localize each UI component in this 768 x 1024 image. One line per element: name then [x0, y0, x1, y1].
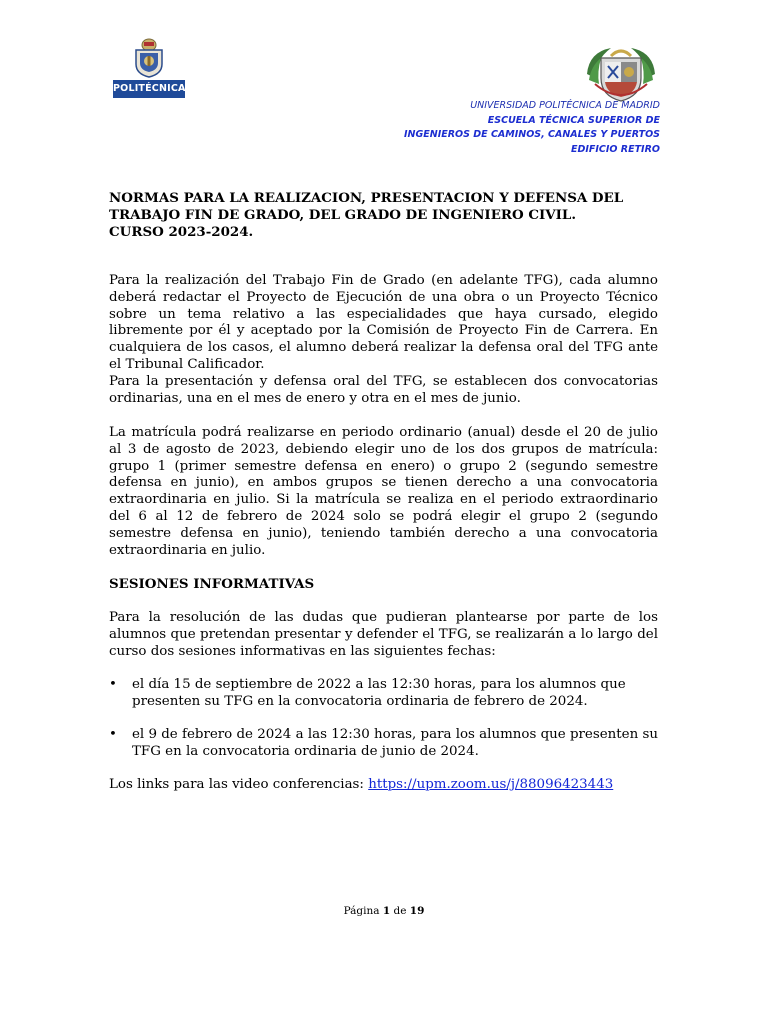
building-name: EDIFICIO RETIRO: [570, 143, 660, 155]
sessions-intro-block: [109, 610, 658, 660]
school-name-line2: INGENIEROS DE CAMINOS, CANALES Y PUERTOS: [403, 129, 660, 140]
university-name: UNIVERSIDAD POLITÉCNICA DE MADRID: [470, 100, 660, 111]
school-name-line1: ESCUELA TÉCNICA SUPERIOR DE: [487, 114, 660, 126]
page-of-label: de: [390, 905, 410, 917]
list-item: [109, 677, 658, 711]
page-footer: [0, 905, 768, 917]
paragraph-3: La matrícula podrá realizarse en periodo ordinario (anual) desde el 20 de julio al 3 de agosto de 2023, debiendo elegir uno de los dos grupos de matrícula: grupo 1 (primer semestre defensa en enero) o grupo 2 (segundo semestre defensa en junio), en ambos grupos se tienen derecho a una convocatoria extraordinaria en julio. Si la matrícula se realiza en el periodo extraordinario del 6 al 12 de febrero de 2024 solo se podrá elegir el grupo 2 (segundo semestre defensa en junio), teniendo también derecho a una convocatoria extraordinaria en julio.: [109, 425, 658, 558]
upm-crest-icon: [131, 36, 167, 78]
bullet-icon: •: [109, 727, 117, 742]
logo-wordmark: POLITÉCNICA: [113, 80, 185, 98]
school-emblem-icon: [581, 44, 661, 104]
bullet-icon: •: [109, 677, 117, 692]
document-title: [109, 190, 658, 240]
paragraph-1: Para la realización del Trabajo Fin de Grado (en adelante TFG), cada alumno deberá redactar el Proyecto de Ejecución de una obra o un Proyecto Técnico sobre un tema relativo a las especialidades que haya cursado, elegido libremente por él y aceptado por la Comisión de Proyecto Fin de Carrera. En cualquiera de los casos, el alumno deberá realizar la defensa oral del TFG ante el Tribunal Calificador.: [109, 273, 658, 372]
paragraph-3-block: [109, 425, 658, 559]
page-label: Página: [343, 905, 383, 917]
sessions-heading: SESIONES INFORMATIVAS: [109, 576, 315, 592]
paragraph-1-block: [109, 273, 658, 374]
title-line-1: NORMAS PARA LA REALIZACION, PRESENTACION Y DEFENSA DEL: [109, 190, 624, 206]
session-date-1: el día 15 de septiembre de 2022 a las 12:30 horas, para los alumnos que presenten su TFG en la convocatoria ordinaria de febrero de 2024.: [132, 677, 626, 709]
session-date-2: el 9 de febrero de 2024 a las 12:30 horas, para los alumnos que presenten su TFG en la convocatoria ordinaria de junio de 2024.: [132, 727, 658, 759]
video-links-line: [109, 777, 658, 794]
video-links-label: Los links para las video conferencias:: [109, 777, 369, 792]
list-item: [109, 727, 658, 761]
sessions-intro: Para la resolución de las dudas que pudieran plantearse por parte de los alumnos que pretendan presentar y defender el TFG, se realizarán a lo largo del curso dos sesiones informativas en las siguientes fechas:: [109, 610, 658, 659]
page-total: 19: [409, 905, 425, 917]
upm-logo: [113, 36, 185, 100]
zoom-link[interactable]: https://upm.zoom.us/j/88096423443: [368, 777, 614, 792]
institution-header: [404, 99, 660, 157]
paragraph-2: Para la presentación y defensa oral del TFG, se establecen dos convocatorias ordinarias, una en el mes de enero y otra en el mes de junio.: [109, 374, 658, 406]
page-current: 1: [382, 905, 391, 917]
paragraph-2-block: [109, 374, 658, 408]
title-line-2: TRABAJO FIN DE GRADO, DEL GRADO DE INGENIERO CIVIL.: [109, 206, 577, 223]
title-line-3: CURSO 2023-2024.: [109, 223, 254, 240]
